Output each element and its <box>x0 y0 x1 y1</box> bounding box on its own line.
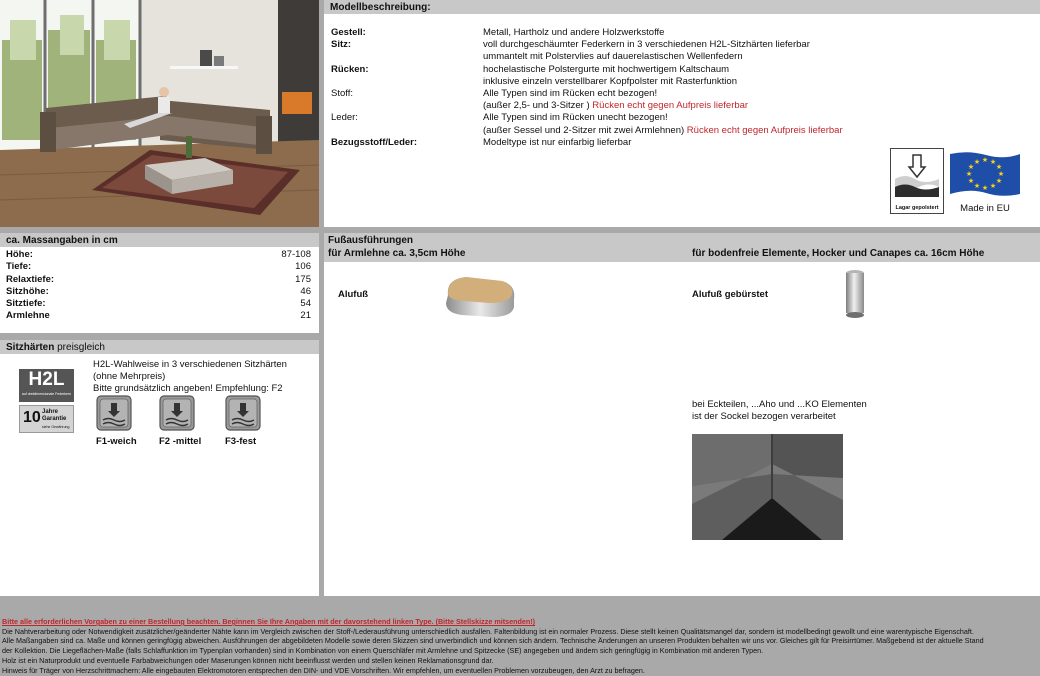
model-row-value <box>483 64 1033 76</box>
dimension-row <box>0 249 319 261</box>
footer-warning: Bitte alle erforderlichen Vorgaben zu einer Bestellung beachten. Beginnen Sie Ihre Angaben mit der davorstehend linken Type. (Bitte Stellskizze mitsenden!) <box>2 617 536 626</box>
model-row <box>331 76 1033 88</box>
hardness-label: F1-weich <box>96 436 137 447</box>
alufuss-gebuerstet-label: Alufuß gebürstet <box>692 289 768 300</box>
model-row-red-note: Rücken echt gegen Aufpreis lieferbar <box>684 124 843 136</box>
lager-label: Lagar gepolstert <box>895 205 939 211</box>
dimension-label: Tiefe: <box>6 261 32 273</box>
svg-text:★: ★ <box>989 158 997 166</box>
dimension-row <box>0 261 319 273</box>
model-row-red-note: Rücken echt gegen Aufpreis lieferbar <box>589 100 749 112</box>
hardness-icon <box>159 395 195 431</box>
svg-text:★: ★ <box>965 170 973 178</box>
dimension-value: 87-108 <box>281 249 311 260</box>
svg-text:★: ★ <box>995 177 1003 185</box>
model-row <box>331 39 1033 51</box>
model-row-value <box>483 100 1033 112</box>
dimension-label: Höhe: <box>6 249 33 260</box>
garantie-badge <box>19 405 74 433</box>
model-row-key: Sitz: <box>331 39 352 51</box>
model-row <box>331 88 1033 100</box>
alufuss-image <box>442 273 518 321</box>
seat-hardness-text <box>93 359 287 395</box>
model-row-value <box>483 125 1033 137</box>
model-row-value <box>483 137 1033 149</box>
seat-hardness-title <box>0 340 319 354</box>
feet-title: Fußausführungen <box>328 235 413 246</box>
svg-text:★: ★ <box>973 182 981 190</box>
model-row-value <box>483 112 1033 124</box>
model-row-value <box>483 51 1033 63</box>
model-row-value-text: Metall, Hartholz und andere Holzwerkstoffe <box>483 27 665 38</box>
model-row-key: Rücken: <box>331 63 369 75</box>
model-row <box>331 125 1033 137</box>
model-row <box>331 51 1033 63</box>
living-room-scene <box>0 0 319 227</box>
garantie-number: 10 <box>23 409 41 426</box>
sockel-note-line1: bei Eckteilen, ...Aho und ...KO Elementen <box>692 399 867 410</box>
dimension-label: Sitzhöhe: <box>6 285 49 297</box>
model-row-key: Bezugsstoff/Leder: <box>331 136 418 148</box>
model-row-value-text: Alle Typen sind im Rücken unecht bezogen! <box>483 112 668 124</box>
model-row-key <box>331 76 483 88</box>
model-row-value-text: inklusive einzeln verstellbarer Kopfpolster mit Rasterfunktion <box>483 75 737 87</box>
lager-gepolstert-icon <box>891 149 943 201</box>
seat-hardness-line2: (ohne Mehrpreis) <box>93 371 166 382</box>
svg-text:★: ★ <box>981 156 989 164</box>
hardness-option <box>159 395 202 447</box>
lager-gepolstert-badge <box>890 148 944 214</box>
sockel-note-line2: ist der Sockel bezogen verarbeitet <box>692 411 836 422</box>
model-row-value <box>483 27 1033 39</box>
model-row-value-text: Alle Typen sind im Rücken echt bezogen! <box>483 88 658 100</box>
footer-line: Die Nahtverarbeitung oder Notwendigkeit zusätzlicher/geänderter Nähte kann im Vergleich zwischen der Stoff-/Lederausführung unterschiedlich ausfallen. Faltenbildung ist ein normaler Prozess. Diese stellt keinen Qualitätsmangel dar, sondern ist modellbedingt gewollt und eine warentypische Eigenschaft. <box>2 626 974 636</box>
footer-notes <box>0 617 1040 676</box>
footer-lines <box>2 627 1038 676</box>
svg-text:★: ★ <box>967 163 975 171</box>
model-row-key: Stoff: <box>331 88 354 100</box>
footer-line: Holz ist ein Naturprodukt und eventuelle Farbabweichungen oder Maserungen können nicht beeinflusst werden und stellen keinen Reklamationsgrund dar. <box>2 655 494 665</box>
feet-right-subtitle: für bodenfreie Elemente, Hocker und Canapes ca. 16cm Höhe <box>692 248 985 259</box>
dimension-value: 21 <box>300 310 311 322</box>
hardness-icon <box>225 395 261 431</box>
dimension-row <box>0 274 319 286</box>
dimensions-rows <box>0 247 319 323</box>
h2l-logo-sub: auf dreidimensionale Federkern <box>21 392 72 396</box>
model-row <box>331 27 1033 39</box>
svg-text:★: ★ <box>967 177 975 185</box>
dimension-label: Sitztiefe: <box>6 298 46 310</box>
garantie-sub: siehe Gewährung <box>42 425 70 429</box>
model-row-value-text: hochelastische Polstergurte mit hochwertigem Kaltschaum <box>483 63 730 75</box>
svg-text:★: ★ <box>981 184 989 192</box>
alufuss-gebuerstet-image <box>842 269 868 321</box>
model-row-value-text: Modeltype ist nur einfarbig lieferbar <box>483 136 632 148</box>
hardness-label: F3-fest <box>225 436 257 447</box>
garantie-text-line2: Garantie <box>42 416 67 422</box>
seat-hardness-line1: H2L-Wahlweise in 3 verschiedenen Sitzhärten <box>93 359 287 370</box>
alufuss-label: Alufuß <box>338 289 369 300</box>
model-description-rows <box>324 14 1040 149</box>
h2l-logo <box>19 369 74 402</box>
model-row-value-text: ummantelt mit Polstervlies auf dauerelastischen Wellenfedern <box>483 51 743 63</box>
svg-text:★: ★ <box>997 170 1005 178</box>
seat-hardness-title-light: preisgleich <box>57 342 105 353</box>
sockel-image <box>692 434 843 540</box>
sockel-note <box>692 399 867 423</box>
model-row-key <box>331 100 483 112</box>
footer-line: Alle Maßangaben sind ca. Maße und können geringfügig abweichen. Ausführungen der abgebildeten Modelle sowie deren Skizzen sind unverbindlich und können sich ändern. Technische Änderungen an unseren Produkten behalten wir uns vor. Gleiches gilt für Preisirrtümer. Maßgebend ist der aktuelle Stand <box>2 636 984 646</box>
hardness-label: F2 -mittel <box>159 436 202 447</box>
dimensions-panel <box>0 233 319 333</box>
seat-hardness-panel <box>0 340 319 596</box>
dimension-value: 175 <box>295 273 311 285</box>
model-description-title: Modellbeschreibung: <box>324 0 1040 14</box>
model-row-key: Gestell: <box>331 27 366 38</box>
model-row-key: Leder: <box>331 112 358 124</box>
dimensions-title: ca. Massangaben in cm <box>0 233 319 247</box>
svg-text:★: ★ <box>989 182 997 190</box>
dimension-row <box>0 298 319 310</box>
feet-header <box>324 233 1040 262</box>
model-row <box>331 100 1033 112</box>
model-row-value-text: (außer Sessel und 2-Sitzer mit zwei Armlehnen) <box>483 124 685 136</box>
dimension-value: 54 <box>300 298 311 310</box>
footer-line: Hinweis für Träger von Herzschrittmachern: Alle eingebauten Elektromotoren entsprechen den DIN- und VDE Vorschriften. Wir empfehlen, um eventuellen Problemen vorzubeugen, den Arzt zu befragen. <box>2 665 645 675</box>
product-photo <box>0 0 319 227</box>
dimension-row <box>0 310 319 322</box>
hardness-icon <box>96 395 132 431</box>
garantie-text-line1: Jahre <box>42 409 59 415</box>
model-row-value-text: (außer 2,5- und 3-Sitzer ) <box>483 100 590 112</box>
model-row-value <box>483 76 1033 88</box>
model-row <box>331 112 1033 124</box>
model-row-key <box>331 51 483 63</box>
dimension-label: Armlehne <box>6 310 50 322</box>
model-description-panel <box>324 0 1040 227</box>
svg-text:★: ★ <box>995 163 1003 171</box>
dimension-value: 106 <box>295 261 311 273</box>
seat-hardness-line3: Bitte grundsätzlich angeben! Empfehlung: F2 <box>93 383 283 394</box>
dimension-label: Relaxtiefe: <box>6 273 55 285</box>
eu-label: Made in EU <box>960 203 1010 214</box>
feet-left-subtitle: für Armlehne ca. 3,5cm Höhe <box>328 247 466 259</box>
dimension-row <box>0 286 319 298</box>
model-row-value <box>483 88 1033 100</box>
garantie-text <box>42 409 66 423</box>
hardness-option <box>225 395 265 447</box>
hardness-option <box>96 395 136 447</box>
made-in-eu-badge <box>948 150 1022 214</box>
footer-line: der Kollektion. Die Liegeflächen-Maße (falls Schlaffunktion im Typenplan vorhanden) sind in Kombination von einem Querschläfer mit Armlehne und Spitzecke (SE) angegeben und ändern sich geringfügig in Kombination mit anderen Typen. <box>2 646 764 656</box>
feet-panel <box>324 233 1040 596</box>
dimension-value: 46 <box>300 285 311 297</box>
model-row <box>331 64 1033 76</box>
svg-text:★: ★ <box>973 158 981 166</box>
seat-hardness-title-bold: Sitzhärten <box>6 342 55 353</box>
model-row-key <box>331 125 483 137</box>
eu-flag-icon <box>948 150 1022 200</box>
h2l-logo-text: H2L <box>28 369 65 390</box>
model-row-value-text: voll durchgeschäumter Federkern in 3 verschiedenen H2L-Sitzhärten lieferbar <box>483 39 810 51</box>
model-row-value <box>483 39 1033 51</box>
